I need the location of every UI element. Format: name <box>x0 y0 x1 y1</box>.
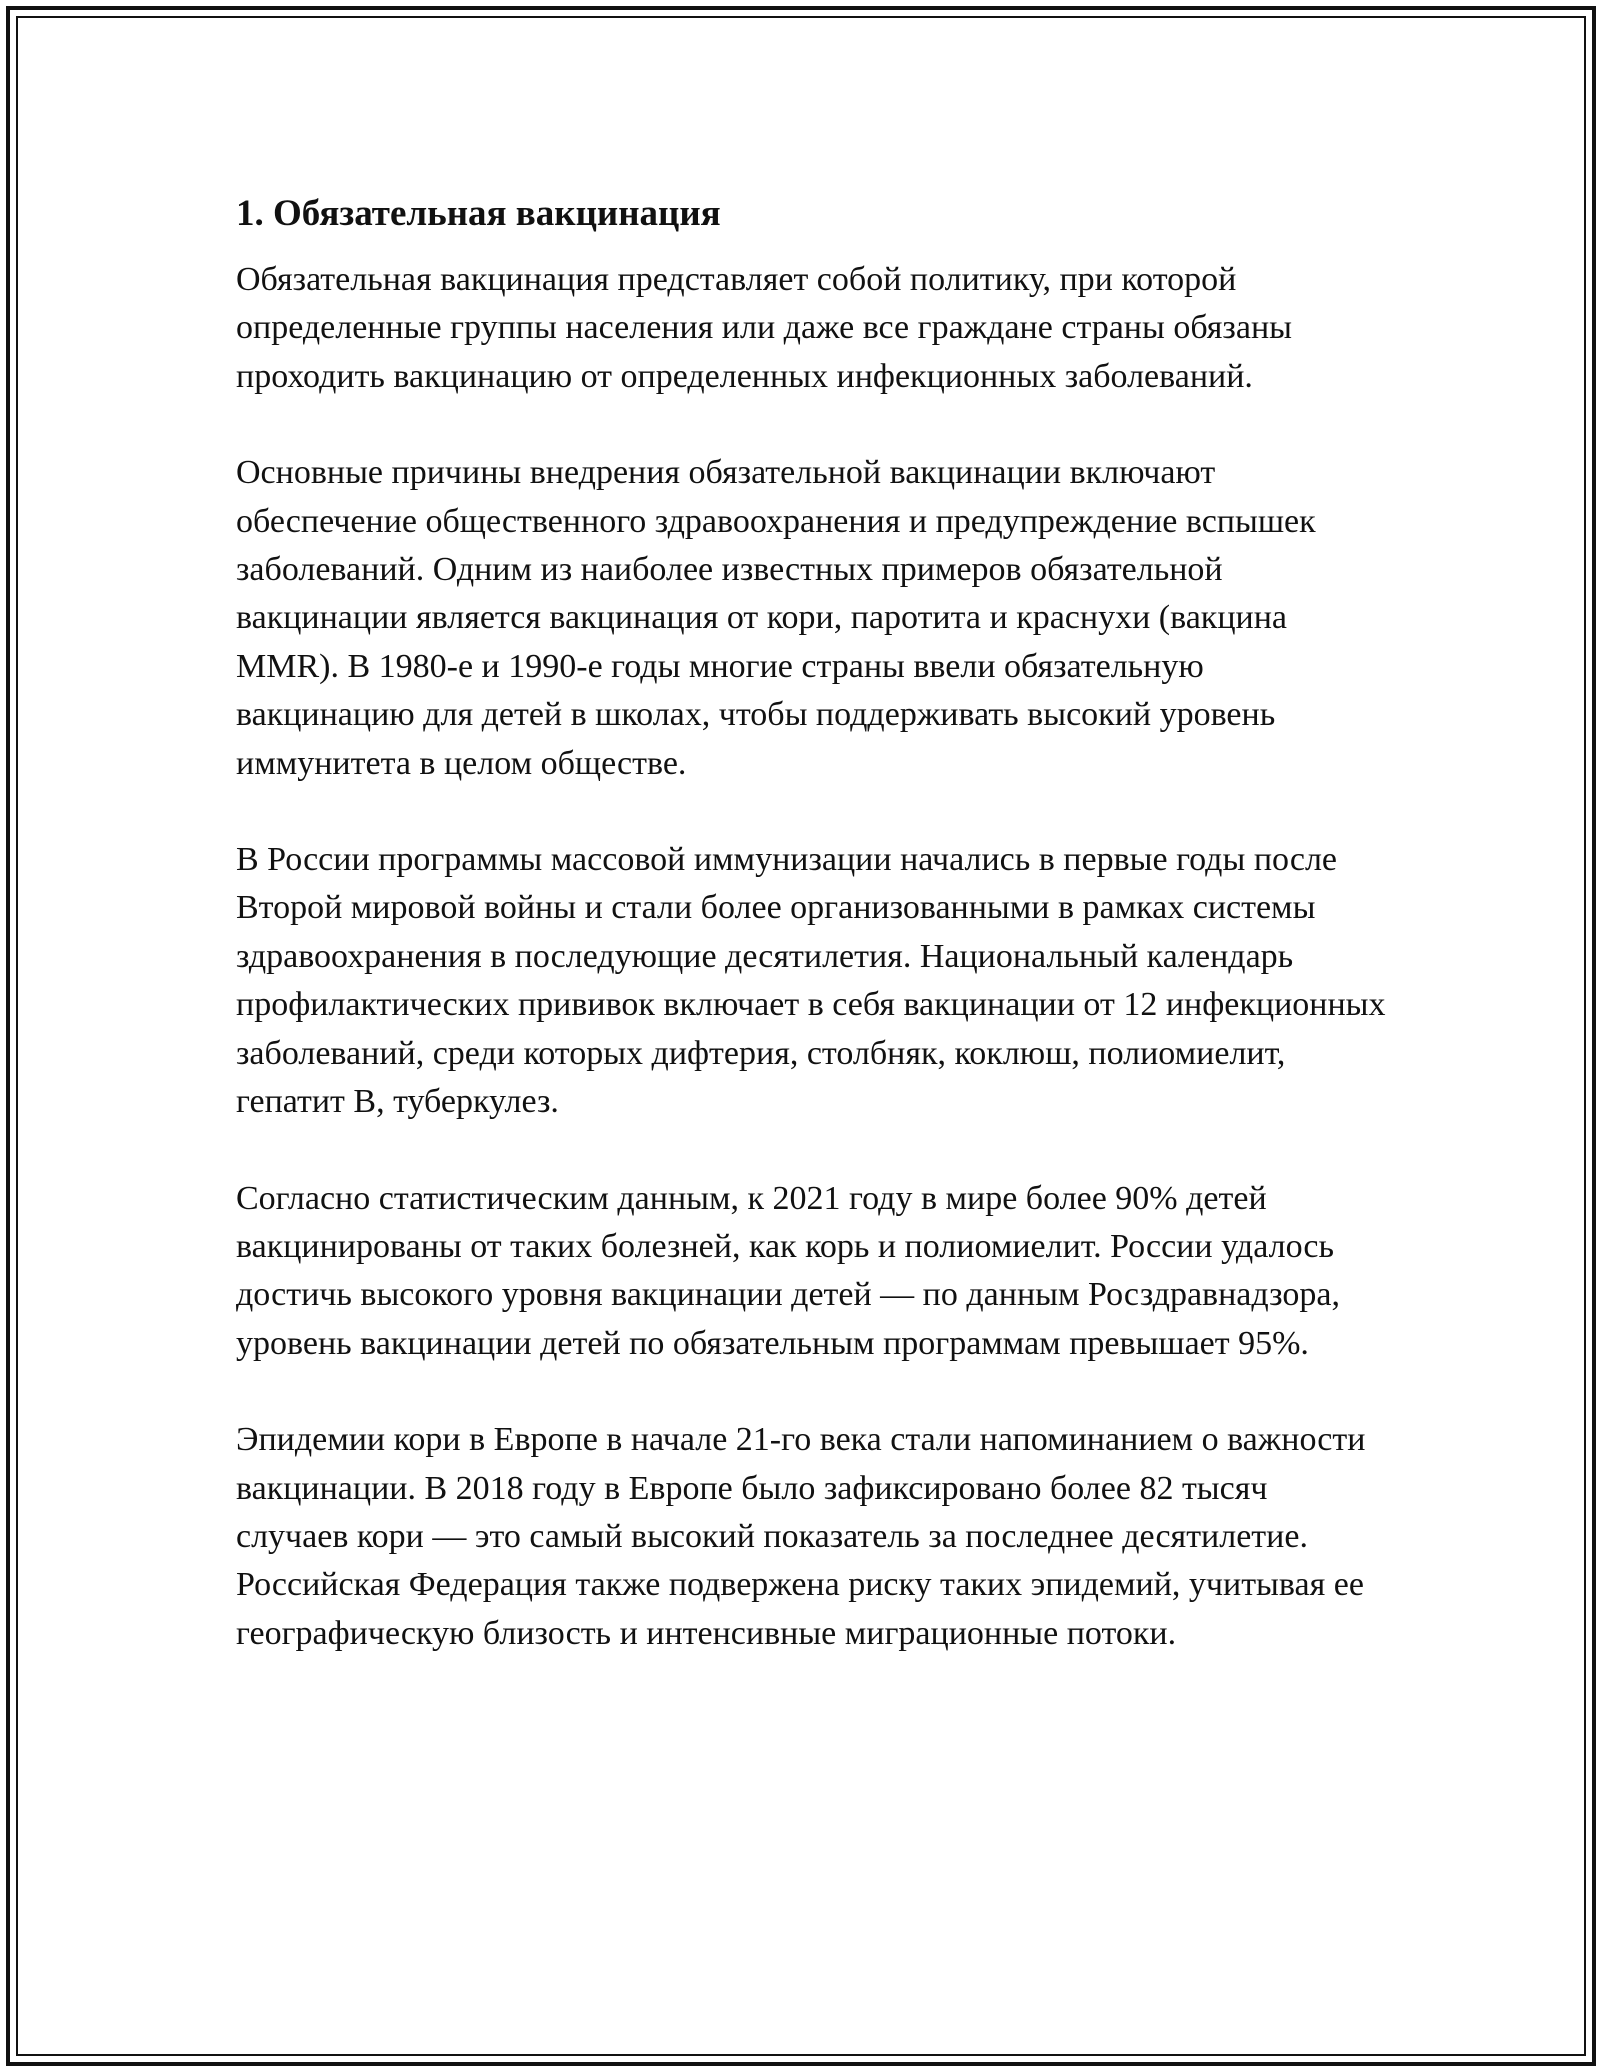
paragraph-reasons: Основные причины внедрения обязательной вакцинации включают обеспечение общественного здравоохранения и предупреждение вспышек заболеваний. Одним из наиболее известных примеров обязательной вакцинации является вакцинация от кори, паротита и краснухи (вакцина MMR). В 1980-е и 1990-е годы многие страны ввели обязательную вакцинацию для детей в школах, чтобы поддерживать высокий уровень иммунитета в целом обществе. <box>236 454 1316 782</box>
paragraph-definition: Обязательная вакцинация представляет собой политику, при которой определенные группы населения или даже все граждане страны обязаны проходить вакцинацию от определенных инфекционных заболеваний. <box>236 261 1292 395</box>
section-heading: 1. Обязательная вакцинация <box>236 193 721 234</box>
paragraph-russia-history: В России программы массовой иммунизации начались в первые годы после Второй мировой войны и стали более организованными в рамках системы здравоохранения в последующие десятилетия. Национальный календарь профилактических прививок включает в себя вакцинации от 12 инфекционных заболеваний, среди которых дифтерия, столбняк, коклюш, полиомиелит, гепатит B, туберкулез. <box>236 841 1386 1121</box>
paragraph-epidemics: Эпидемии кори в Европе в начале 21-го века стали напоминанием о важности вакцинации. В 2018 году в Европе было зафиксировано более 82 тысяч случаев кори — это самый высокий показатель за последнее десятилетие. Российская Федерация также подвержена риску таких эпидемий, учитывая ее географическую близость и интенсивные миграционные потоки. <box>236 1421 1366 1652</box>
paragraph-statistics: Согласно статистическим данным, к 2021 году в мире более 90% детей вакцинированы от таких болезней, как корь и полиомиелит. России удалось достичь высокого уровня вакцинации детей — по данным Росздравнадзора, уровень вакцинации детей по обязательным программам превышает 95%. <box>236 1179 1340 1362</box>
document-body <box>236 186 1386 1706</box>
